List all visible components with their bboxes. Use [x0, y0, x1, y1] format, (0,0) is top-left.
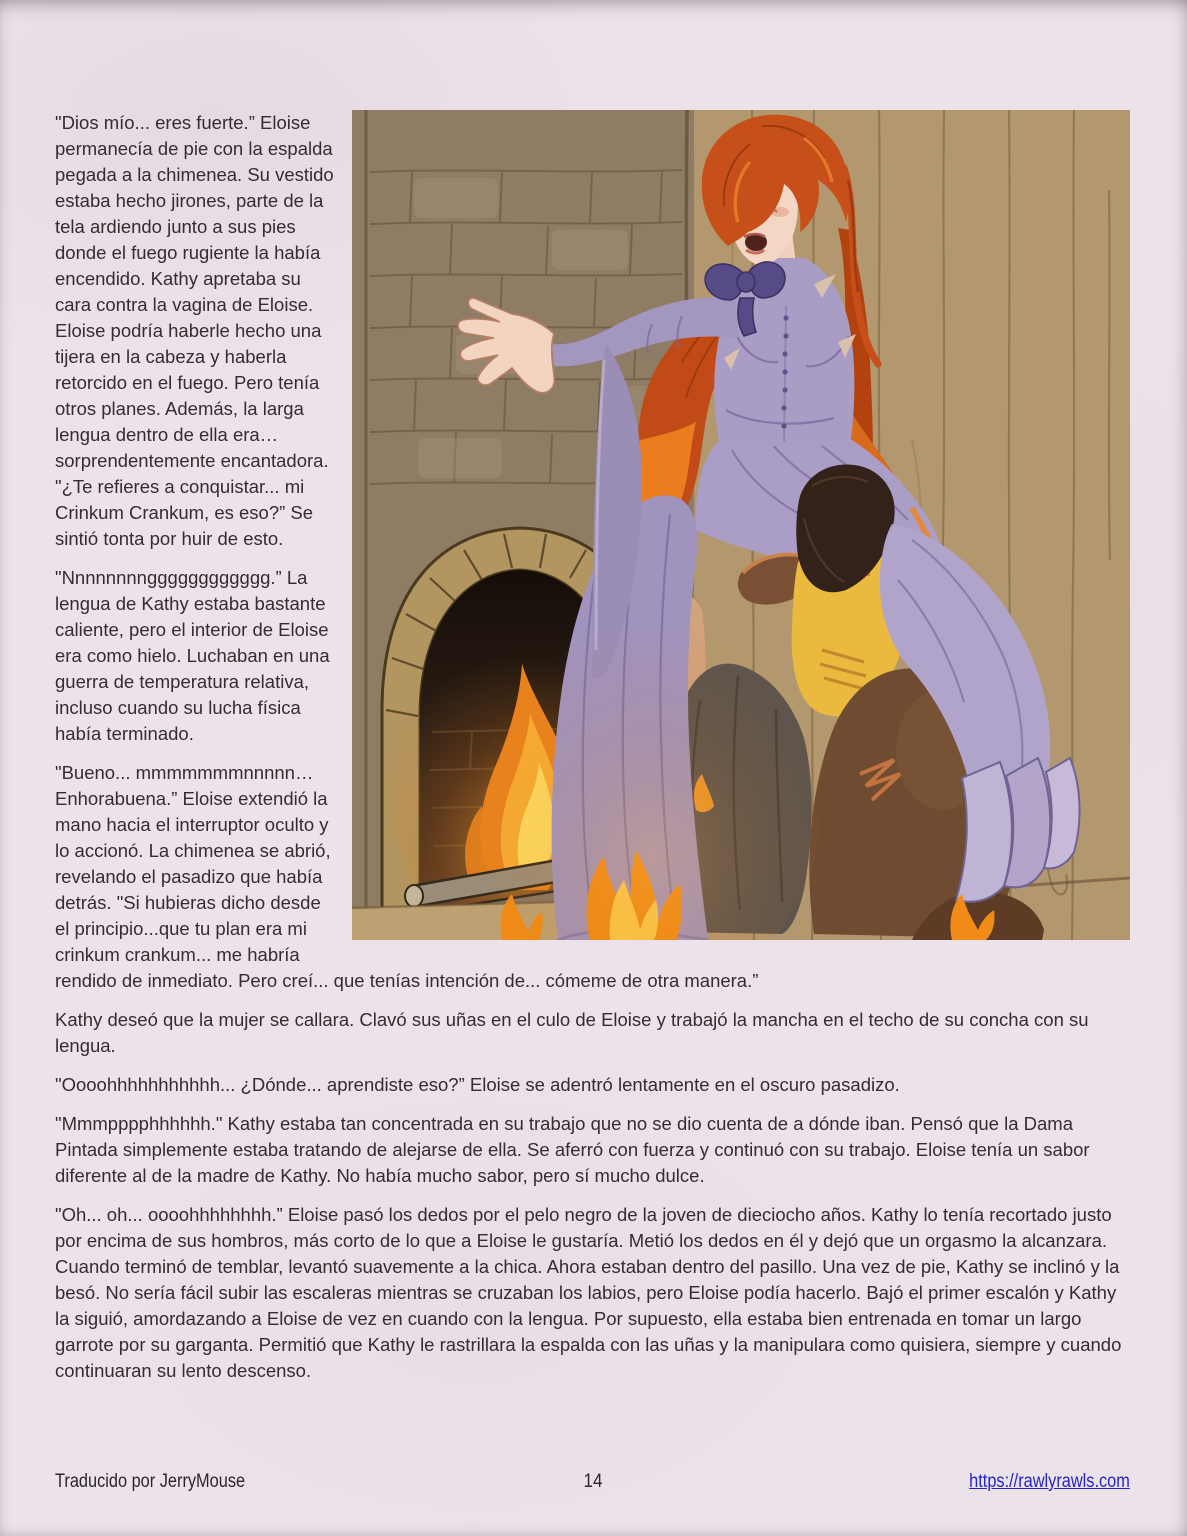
paragraph-5: "Oooohhhhhhhhhhh... ¿Dónde... aprendiste eso?” Eloise se adentró lentamente en el oscuro pasadizo.	[55, 1074, 900, 1095]
paragraph-3: "Bueno... mmmmmmmnnnnn… Enhorabuena.” Eloise extendió la mano hacia el interruptor oculto y lo accionó. La chimenea se abrió, revelando el pasadizo que había detrás. "Si hubieras dicho desde el principio...que tu plan era mi crinkum crankum... me habría rendido de inmediato. Pero creí... que tenías intención de... cómeme de otra manera.”	[55, 762, 759, 991]
page-number: 14	[582, 1471, 603, 1492]
article	[55, 110, 1130, 1397]
page-footer	[55, 1471, 1130, 1499]
site-link[interactable]: https://rawlyrawls.com	[969, 1471, 1130, 1492]
story-illustration	[352, 110, 1130, 940]
site-link-wrap	[969, 1471, 1130, 1493]
translator-credit: Traducido por JerryMouse	[55, 1471, 246, 1492]
illustration-svg	[352, 110, 1130, 940]
paragraph-1: "Dios mío... eres fuerte.” Eloise permanecía de pie con la espalda pegada a la chimenea. Su vestido estaba hecho jirones, parte de la tela ardiendo junto a sus pies donde el fuego rugiente la había encendido. Kathy apretaba su cara contra la vagina de Eloise. Eloise podría haberle hecho una tijera en la cabeza y haberla retorcido en el fuego. Pero tenía otros planes. Además, la larga lengua dentro de ella era… sorprendentemente encantadora. "¿Te refieres a conquistar... mi Crinkum Crankum, es eso?” Se sintió tonta por huir de esto.	[55, 112, 334, 549]
paragraph-4: Kathy deseó que la mujer se callara. Clavó sus uñas en el culo de Eloise y trabajó la mancha en el techo de su concha con su lengua.	[55, 1009, 1089, 1056]
paragraph-2: "Nnnnnnnngggggggggggg.” La lengua de Kathy estaba bastante caliente, pero el interior de Eloise era como hielo. Luchaban en una guerra de temperatura relativa, incluso cuando su lucha física había terminado.	[55, 567, 330, 744]
paragraph-6: "Mmmpppphhhhhh." Kathy estaba tan concentrada en su trabajo que no se dio cuenta de a dónde iban. Pensó que la Dama Pintada simplemente estaba tratando de alejarse de ella. Se aferró con fuerza y continuó con su trabajo. Eloise tenía un sabor diferente al de la madre de Kathy. No había mucho sabor, pero sí mucho dulce.	[55, 1113, 1090, 1186]
paragraph-7: "Oh... oh... oooohhhhhhhh.” Eloise pasó los dedos por el pelo negro de la joven de dieciocho años. Kathy lo tenía recortado justo por encima de sus hombros, más corto de lo que a Eloise le gustaría. Metió los dedos en él y dejó que un orgasmo la alcanzara. Cuando terminó de temblar, levantó suavemente a la chica. Ahora estaban dentro del pasillo. Una vez de pie, Kathy se inclinó y la besó. No sería fácil subir las escaleras mientras se cruzaban los labios, pero Eloise podía hacerlo. Bajó el primer escalón y Kathy la siguió, amordazando a Eloise de vez en cuando con la lengua. Por supuesto, ella estaba bien entrenada en tomar un largo garrote por su garganta. Permitió que Kathy le rastrillara la espalda con las uñas y la manipulara como quisiera, siempre y cuando continuaran su lento descenso.	[55, 1204, 1122, 1381]
